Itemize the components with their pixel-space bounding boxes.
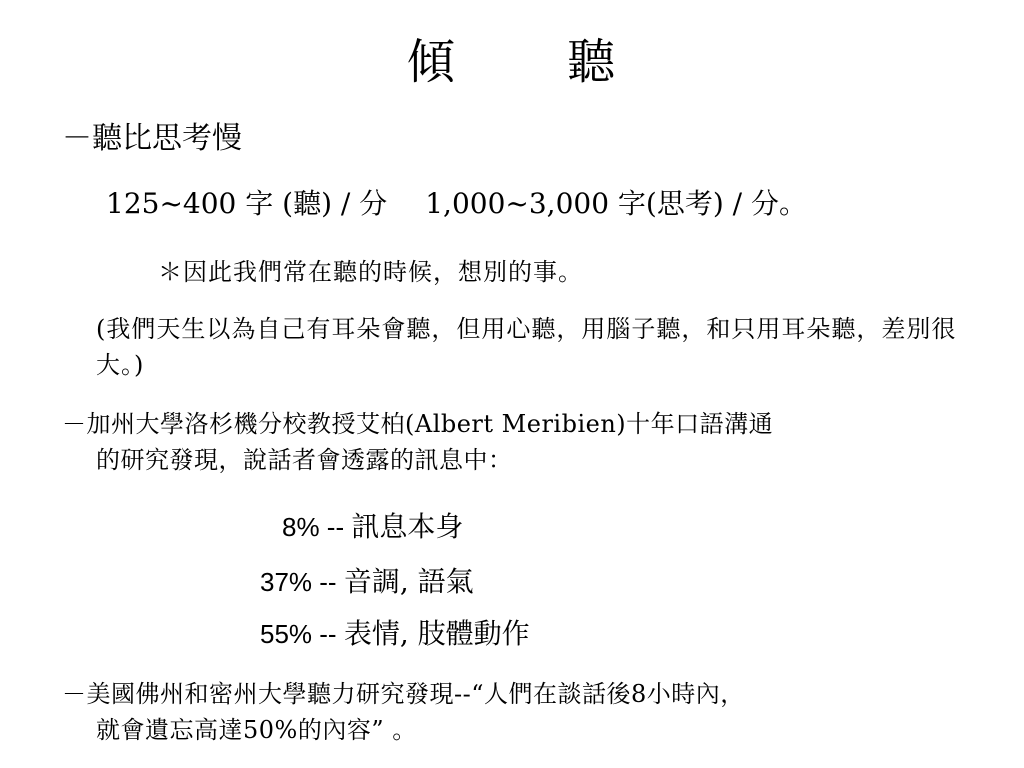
bullet-dash: － xyxy=(62,410,87,438)
stat-percent: 37% -- xyxy=(260,567,337,597)
bullet-dash: － xyxy=(62,121,92,156)
stat-label: 訊息本身 xyxy=(351,510,464,543)
stat-percent: 55% -- xyxy=(260,619,337,649)
stat-row xyxy=(282,505,463,545)
florida-line-1: 美國佛州和密州大學聽力研究發現--“人們在談話後8小時內， xyxy=(86,680,745,708)
stat-row xyxy=(260,612,530,652)
point-ucla-study xyxy=(62,406,982,478)
slide-title xyxy=(0,30,1024,94)
study-line-2: 的研究發現，說話者會透露的訊息中： xyxy=(96,446,513,474)
rate-comparison xyxy=(106,182,807,222)
florida-line-2: 就會遺忘高達50%的內容” 。 xyxy=(96,716,417,744)
title-char-1: 傾 xyxy=(406,34,457,90)
aside-paragraph: (我們天生以為自己有耳朵會聽，但用心聽，用腦子聽，和只用耳朵聽，差別很大。) xyxy=(96,315,957,379)
point-text: 聽比思考慢 xyxy=(92,121,242,156)
listen-rate: 125~400 字 (聽) / 分 xyxy=(106,187,388,220)
point-listening-slower xyxy=(62,113,242,157)
stat-label: 音調, 語氣 xyxy=(343,565,474,598)
stat-row xyxy=(260,560,474,600)
point-florida-study xyxy=(62,676,1012,748)
study-line-1: 加州大學洛杉機分校教授艾柏(Albert Meribien)十年口語溝通 xyxy=(86,410,774,438)
think-rate: 1,000~3,000 字(思考) / 分。 xyxy=(425,187,807,220)
stat-label: 表情, 肢體動作 xyxy=(343,617,530,650)
title-char-2: 聽 xyxy=(567,34,618,90)
stat-percent: 8% -- xyxy=(282,512,345,542)
note-line: ＊因此我們常在聽的時候，想別的事。 xyxy=(158,258,583,286)
bullet-dash: － xyxy=(62,680,87,708)
